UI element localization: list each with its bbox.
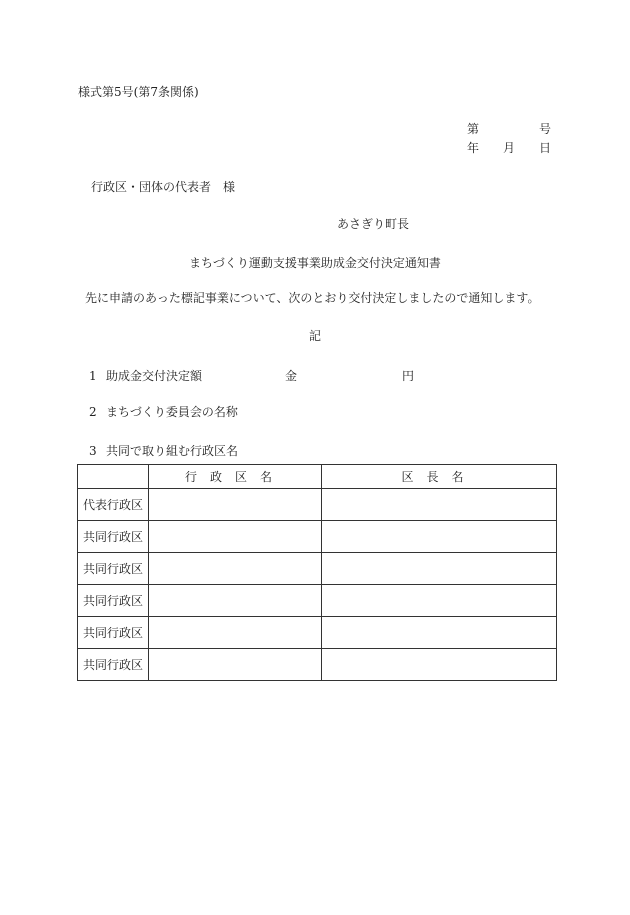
form-number: 様式第5号(第7条関係)	[78, 85, 199, 99]
item-2	[89, 406, 238, 418]
document-date-row	[467, 142, 551, 154]
item-3	[89, 445, 238, 457]
number-dai: 第	[467, 122, 480, 136]
row-label: 共同行政区	[78, 585, 149, 617]
table-header-blank	[78, 465, 149, 489]
district-name-cell[interactable]	[149, 585, 322, 617]
item-number: 1	[89, 369, 97, 383]
district-name-cell[interactable]	[149, 649, 322, 681]
district-name-cell[interactable]	[149, 489, 322, 521]
date-day: 日	[538, 141, 551, 155]
row-label: 共同行政区	[78, 521, 149, 553]
amount-unit: 円	[402, 369, 415, 383]
chief-name-cell[interactable]	[322, 585, 557, 617]
item-1	[89, 370, 202, 382]
recipient-honorific: 様	[223, 180, 236, 194]
recipient	[91, 181, 235, 193]
amount-prefix: 金	[285, 369, 298, 383]
ki-marker: 記	[308, 329, 321, 343]
chief-name-cell[interactable]	[322, 553, 557, 585]
row-label: 共同行政区	[78, 649, 149, 681]
body-text: 先に申請のあった標記事業について、次のとおり交付決定しましたので通知します。	[85, 291, 540, 305]
table-row	[78, 489, 557, 521]
number-go: 号	[538, 122, 551, 136]
row-label: 共同行政区	[78, 617, 149, 649]
table-header-district-name: 行政区名	[149, 465, 322, 489]
chief-name-cell[interactable]	[322, 521, 557, 553]
row-label: 共同行政区	[78, 553, 149, 585]
date-month: 月	[502, 141, 515, 155]
table-header-row	[78, 465, 557, 489]
table-row	[78, 649, 557, 681]
document-title: まちづくり運動支援事業助成金交付決定通知書	[189, 256, 441, 270]
table-row	[78, 617, 557, 649]
chief-name-cell[interactable]	[322, 489, 557, 521]
document-number-row	[467, 123, 551, 135]
item-number: 2	[89, 405, 97, 419]
chief-name-cell[interactable]	[322, 649, 557, 681]
table-row	[78, 521, 557, 553]
table-row	[78, 553, 557, 585]
chief-name-cell[interactable]	[322, 617, 557, 649]
district-name-cell[interactable]	[149, 521, 322, 553]
table-row	[78, 585, 557, 617]
district-name-cell[interactable]	[149, 617, 322, 649]
recipient-name: 行政区・団体の代表者	[91, 180, 212, 194]
sender: あさぎり町長	[337, 217, 410, 231]
date-year: 年	[467, 141, 480, 155]
item-label: まちづくり委員会の名称	[106, 405, 238, 419]
table-header-chief-name: 区長名	[322, 465, 557, 489]
item-label: 助成金交付決定額	[106, 369, 203, 383]
row-label: 代表行政区	[78, 489, 149, 521]
district-name-cell[interactable]	[149, 553, 322, 585]
item-label: 共同で取り組む行政区名	[106, 444, 239, 458]
district-table	[77, 464, 557, 681]
item-number: 3	[89, 444, 97, 458]
